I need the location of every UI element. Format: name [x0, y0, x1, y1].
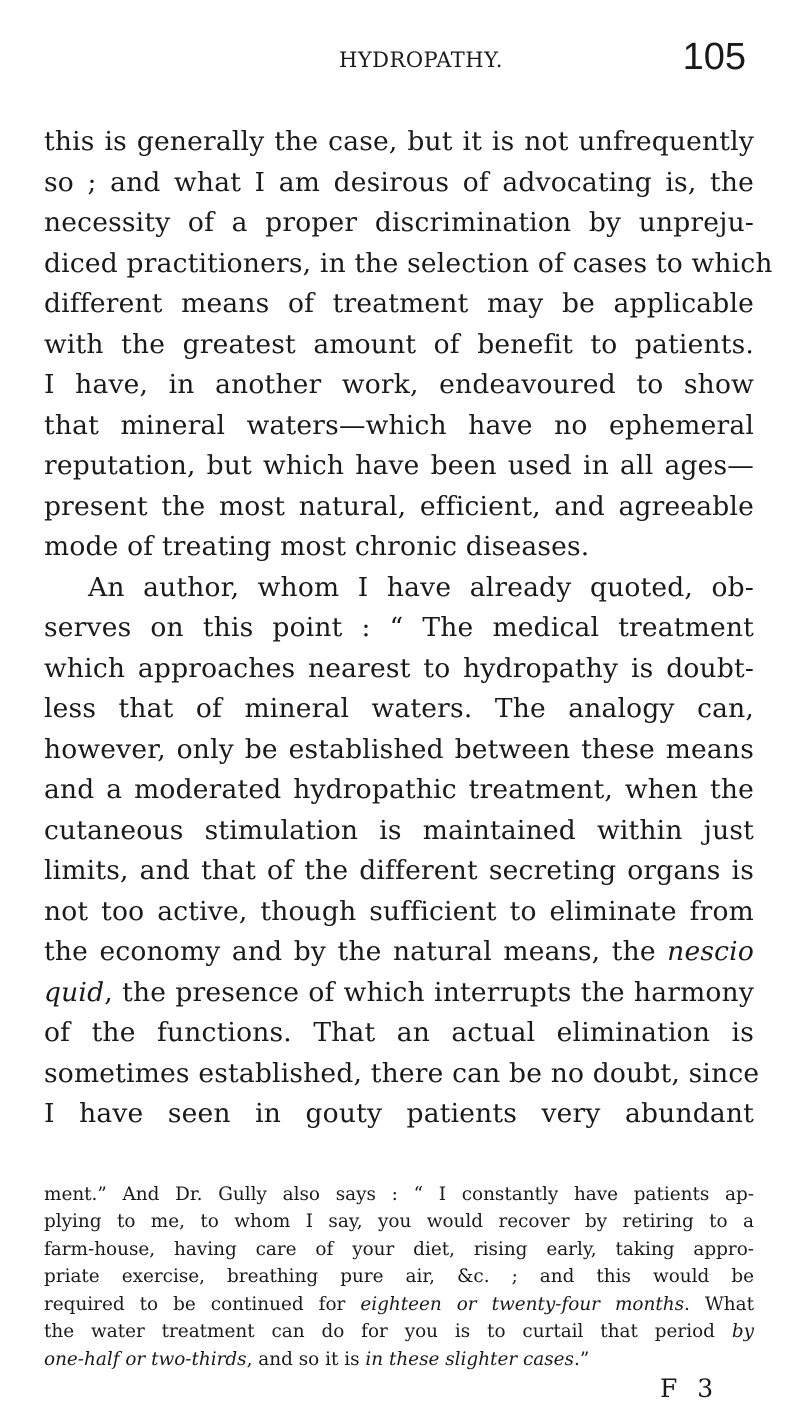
footnote-line: plying to me, to whom I say, you would recover by retiring to a [44, 1211, 754, 1233]
italic-run: nescio [667, 936, 754, 967]
text-run: .” [574, 1349, 590, 1371]
text-line [44, 932, 754, 973]
text-line: An author, whom I have already quoted, ob- [88, 571, 754, 603]
text-line: diced practitioners, in the selection of cases to which [44, 247, 773, 279]
text-line: mode of treating most chronic diseases. [44, 531, 590, 562]
text-line: reputation, but which have been used in all ages— [44, 450, 754, 481]
italic-run: in these slighter cases [365, 1349, 574, 1371]
text-line: with the greatest amount of benefit to patients. [44, 328, 754, 360]
footnote-line: farm-house, having care of your diet, rising early, taking appro- [44, 1238, 754, 1260]
footnote [44, 1181, 754, 1374]
running-head [44, 36, 754, 100]
text-run: required to be continued for [44, 1293, 361, 1315]
italic-run: quid [44, 976, 105, 1008]
text-line: so ; and what I am desirous of advocating is, the [44, 166, 754, 198]
footnote-line: priate exercise, breathing pure air, &c. ; and this would be [44, 1266, 754, 1288]
footnote-line [44, 1291, 754, 1319]
text-line: less that of mineral waters. The analogy can, [44, 693, 754, 724]
page-number: 105 [682, 36, 746, 78]
text-line: and a moderated hydropathic treatment, when the [44, 774, 754, 805]
italic-run: by [731, 1321, 754, 1343]
text-run: , the presence of which interrupts the harmony [104, 976, 754, 1008]
body-text [44, 122, 773, 1135]
text-line: sometimes established, there can be no doubt, since [44, 1057, 760, 1089]
text-run: , and so it is [246, 1349, 366, 1371]
text-line: that mineral waters—which have no ephemeral [44, 409, 754, 441]
footnote-line: ment.” And Dr. Gully also says : “ I constantly have patients ap- [44, 1183, 754, 1205]
text-line: I have, in another work, endeavoured to show [44, 369, 754, 400]
footnote-line [44, 1318, 754, 1346]
italic-run: eighteen or twenty-four months [360, 1293, 685, 1315]
italic-run: one-half or two-thirds [44, 1349, 247, 1371]
text-line: necessity of a proper discrimination by unpreju- [44, 207, 754, 238]
text-line: of the functions. That an actual elimination is [44, 1017, 754, 1048]
text-line: this is generally the case, but it is not unfrequently [44, 126, 754, 157]
text-run: the economy and by the natural means, the [44, 936, 668, 967]
text-line: serves on this point : “ The medical treatment [44, 612, 754, 643]
text-line: however, only be established between these means [44, 733, 754, 765]
text-line: present the most natural, efficient, and agreeable [44, 490, 754, 522]
footnote-line [44, 1346, 754, 1374]
text-line: which approaches nearest to hydropathy is doubt- [44, 652, 754, 684]
text-run: . What [684, 1293, 754, 1315]
text-line: cutaneous stimulation is maintained within just [44, 814, 754, 846]
text-run: the water treatment can do for you is to curtail that period [44, 1321, 715, 1343]
signature-mark: F 3 [660, 1373, 720, 1403]
running-title: HYDROPATHY. [339, 48, 503, 72]
text-line: different means of treatment may be applicable [44, 288, 754, 319]
text-line: not too active, though sufficient to eliminate from [44, 895, 754, 927]
text-line [44, 973, 754, 1014]
text-line: I have seen in gouty patients very abundant [44, 1098, 754, 1129]
text-line: limits, and that of the different secreting organs is [44, 855, 754, 886]
